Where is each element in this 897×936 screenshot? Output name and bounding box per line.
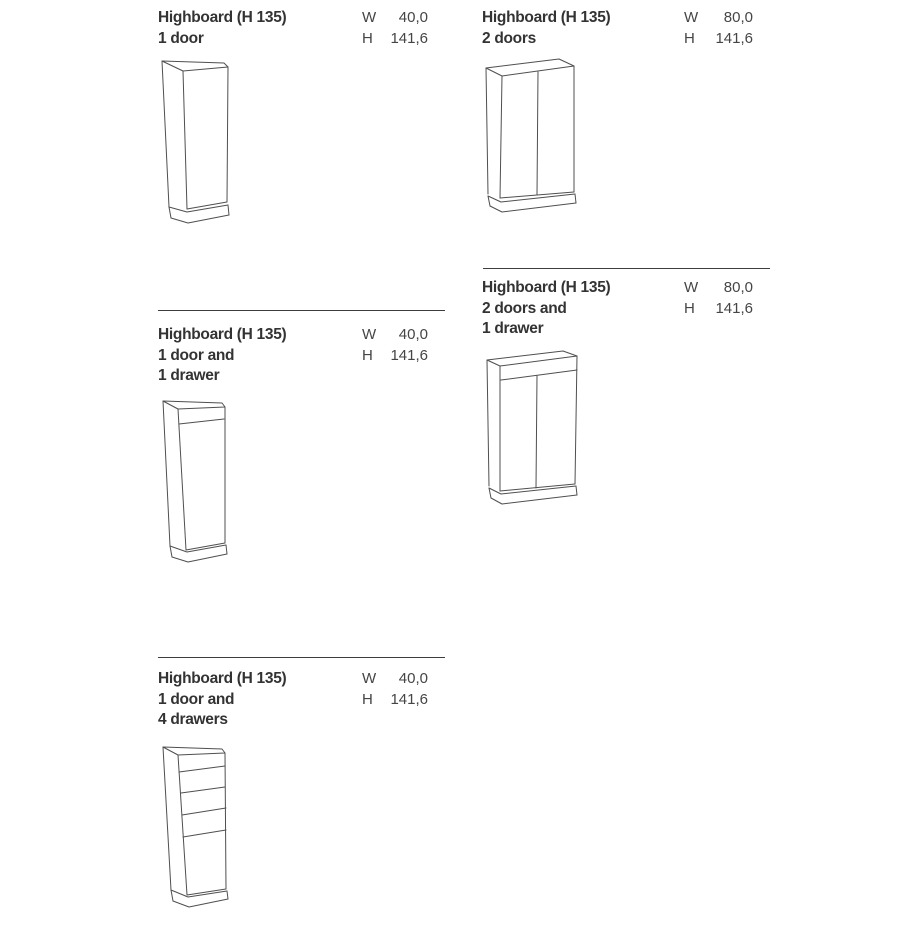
spec-row: [362, 8, 428, 29]
spec-label: H: [684, 299, 695, 317]
product-title-line: Highboard (H 135): [158, 670, 287, 687]
product-title-line: Highboard (H 135): [158, 326, 287, 343]
spec-row: [362, 346, 428, 367]
spec-label: W: [362, 9, 377, 26]
spec-row: [684, 8, 753, 29]
spec-row: [684, 299, 753, 320]
product-title-line: 1 door and: [158, 690, 235, 708]
spec-value: 40,0: [398, 9, 428, 26]
spec-label: H: [362, 690, 373, 708]
dimension-specs: [362, 325, 428, 366]
product-title: [158, 669, 286, 731]
section-divider: [158, 657, 445, 658]
spec-row: [684, 278, 753, 299]
cabinet-1-door-1-drawer-drawing: [161, 399, 231, 571]
spec-value: 141,6: [715, 299, 753, 317]
spec-value: 40,0: [398, 670, 428, 687]
product-title-line: Highboard (H 135): [158, 9, 287, 26]
product-title-line: 1 door and: [158, 346, 235, 364]
spec-label: H: [362, 29, 373, 47]
spec-label: H: [362, 346, 373, 364]
spec-value: 141,6: [715, 29, 753, 47]
product-title-line: Highboard (H 135): [482, 279, 611, 296]
section-divider: [158, 310, 445, 311]
spec-value: 141,6: [390, 346, 428, 364]
product-title-line: 2 doors: [482, 29, 536, 47]
spec-row: [684, 29, 753, 50]
product-title-line: 2 doors and: [482, 299, 567, 317]
spec-value: 40,0: [398, 326, 428, 343]
spec-label: W: [362, 670, 377, 687]
product-title-line: Highboard (H 135): [482, 9, 611, 26]
product-title: [158, 8, 286, 49]
dimension-specs: [362, 8, 428, 49]
product-title: [482, 278, 610, 340]
dimension-specs: [684, 8, 753, 49]
product-title-line: 1 drawer: [158, 367, 220, 384]
dimension-specs: [684, 278, 753, 319]
product-title-line: 1 drawer: [482, 320, 544, 337]
spec-row: [362, 29, 428, 50]
product-title-line: 1 door: [158, 29, 204, 47]
spec-row: [362, 669, 428, 690]
spec-value: 80,0: [723, 9, 753, 26]
product-title-line: 4 drawers: [158, 711, 228, 728]
section-divider: [483, 268, 770, 269]
spec-label: W: [684, 9, 699, 26]
spec-row: [362, 690, 428, 711]
cabinet-1-door-drawing: [160, 59, 230, 231]
spec-value: 80,0: [723, 279, 753, 296]
dimension-specs: [362, 669, 428, 710]
spec-row: [362, 325, 428, 346]
spec-label: W: [684, 279, 699, 296]
spec-label: H: [684, 29, 695, 47]
spec-label: W: [362, 326, 377, 343]
product-title: [158, 325, 286, 387]
product-title: [482, 8, 610, 49]
cabinet-2-doors-1-drawer-drawing: [484, 347, 579, 512]
cabinet-1-door-4-drawers-drawing: [161, 745, 231, 917]
spec-value: 141,6: [390, 690, 428, 708]
cabinet-2-doors-drawing: [484, 56, 579, 216]
spec-value: 141,6: [390, 29, 428, 47]
